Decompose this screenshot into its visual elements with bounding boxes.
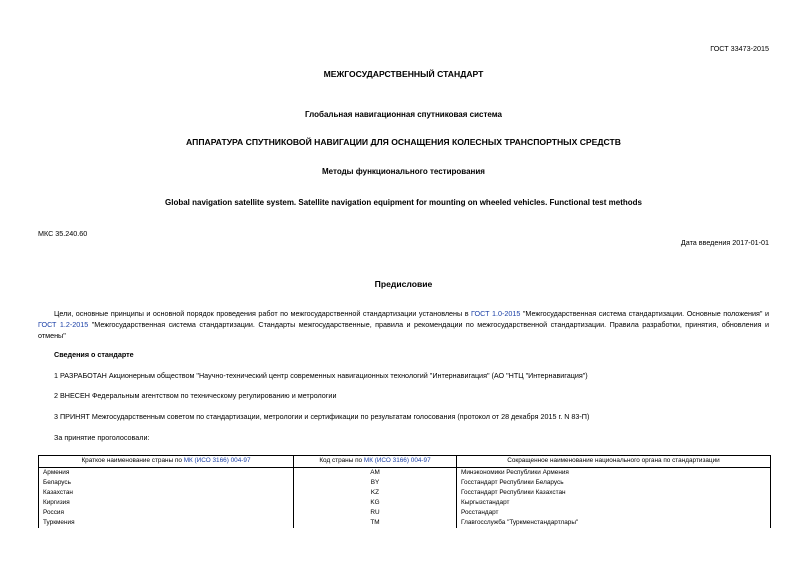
code-cell: KZ — [294, 488, 457, 498]
header-country — [39, 456, 294, 468]
code-cell: AM — [294, 468, 457, 479]
country-cell: Туркмения — [39, 518, 294, 528]
country-cell: Беларусь — [39, 478, 294, 488]
table-row — [39, 498, 771, 508]
country-cell: Армения — [39, 468, 294, 479]
mks-code: МКС 35.240.60 — [38, 229, 88, 238]
standards-body-cell: Главгосслужба "Туркменстандартлары" — [457, 518, 771, 528]
country-cell: Россия — [39, 508, 294, 518]
header-code — [294, 456, 457, 468]
voted-label: За принятие проголосовали: — [54, 433, 150, 442]
item-submitted: 2 ВНЕСЕН Федеральным агентством по техническому регулированию и метрологии — [54, 391, 337, 400]
code-cell: KG — [294, 498, 457, 508]
foreword-text: "Межгосударственная система стандартизации. Стандарты межгосударственные, правила и рекомендации по межгосударственной стандартизации. Правила разработки, принятия, обновления и отмены" — [38, 320, 769, 340]
code-cell: TM — [294, 518, 457, 528]
document-code: ГОСТ 33473-2015 — [710, 44, 769, 53]
standards-body-cell: Госстандарт Республики Казахстан — [457, 488, 771, 498]
intro-date: Дата введения 2017-01-01 — [680, 238, 769, 247]
header-text: Краткое наименование страны по — [81, 457, 184, 464]
header-standards-body: Сокращенное наименование национального органа по стандартизации — [457, 456, 771, 468]
foreword-paragraph — [38, 308, 769, 341]
gost-1-2-link[interactable]: ГОСТ 1.2-2015 — [38, 320, 89, 329]
document-subtitle: Методы функционального тестирования — [322, 167, 485, 176]
standards-body-cell: Госстандарт Республики Беларусь — [457, 478, 771, 488]
table-row — [39, 478, 771, 488]
standards-body-cell: Росстандарт — [457, 508, 771, 518]
country-cell: Киргизия — [39, 498, 294, 508]
standard-category: МЕЖГОСУДАРСТВЕННЫЙ СТАНДАРТ — [323, 69, 484, 79]
table-row — [39, 468, 771, 479]
table-header-row — [39, 456, 771, 468]
code-cell: BY — [294, 478, 457, 488]
iso-3166-link[interactable]: МК (ИСО 3166) 004-97 — [363, 457, 431, 464]
document-title: АППАРАТУРА СПУТНИКОВОЙ НАВИГАЦИИ ДЛЯ ОСНАЩЕНИЯ КОЛЕСНЫХ ТРАНСПОРТНЫХ СРЕДСТВ — [186, 137, 621, 147]
iso-3166-link[interactable]: МК (ИСО 3166) 004-97 — [183, 457, 251, 464]
item-developed: 1 РАЗРАБОТАН Акционерным обществом "Научно-технический центр современных навигационных технологий "Интернавигация" (АО "НТЦ "Интернавигация") — [54, 371, 588, 380]
about-standard-heading: Сведения о стандарте — [54, 350, 134, 359]
header-text: Код страны по — [319, 457, 364, 464]
english-title: Global navigation satellite system. Satellite navigation equipment for mounting on wheeled vehicles. Functional test methods — [165, 198, 642, 207]
standards-body-cell: Кыргызстандарт — [457, 498, 771, 508]
system-title: Глобальная навигационная спутниковая система — [305, 110, 502, 119]
table-row — [39, 488, 771, 498]
foreword-heading: Предисловие — [374, 279, 433, 289]
gost-1-0-link[interactable]: ГОСТ 1.0-2015 — [471, 309, 521, 318]
code-cell: RU — [294, 508, 457, 518]
table-row — [39, 518, 771, 528]
voting-table — [38, 455, 771, 528]
standards-body-cell: Минэкономики Республики Армения — [457, 468, 771, 479]
table-row — [39, 508, 771, 518]
foreword-text: "Межгосударственная система стандартизации. Основные положения" и — [520, 309, 769, 318]
country-cell: Казахстан — [39, 488, 294, 498]
item-adopted: 3 ПРИНЯТ Межгосударственным советом по стандартизации, метрологии и сертификации по результатам голосования (протокол от 28 декабря 2015 г. N 83-П) — [54, 412, 590, 421]
foreword-text: Цели, основные принципы и основной порядок проведения работ по межгосударственной стандартизации установлены в — [54, 309, 472, 318]
